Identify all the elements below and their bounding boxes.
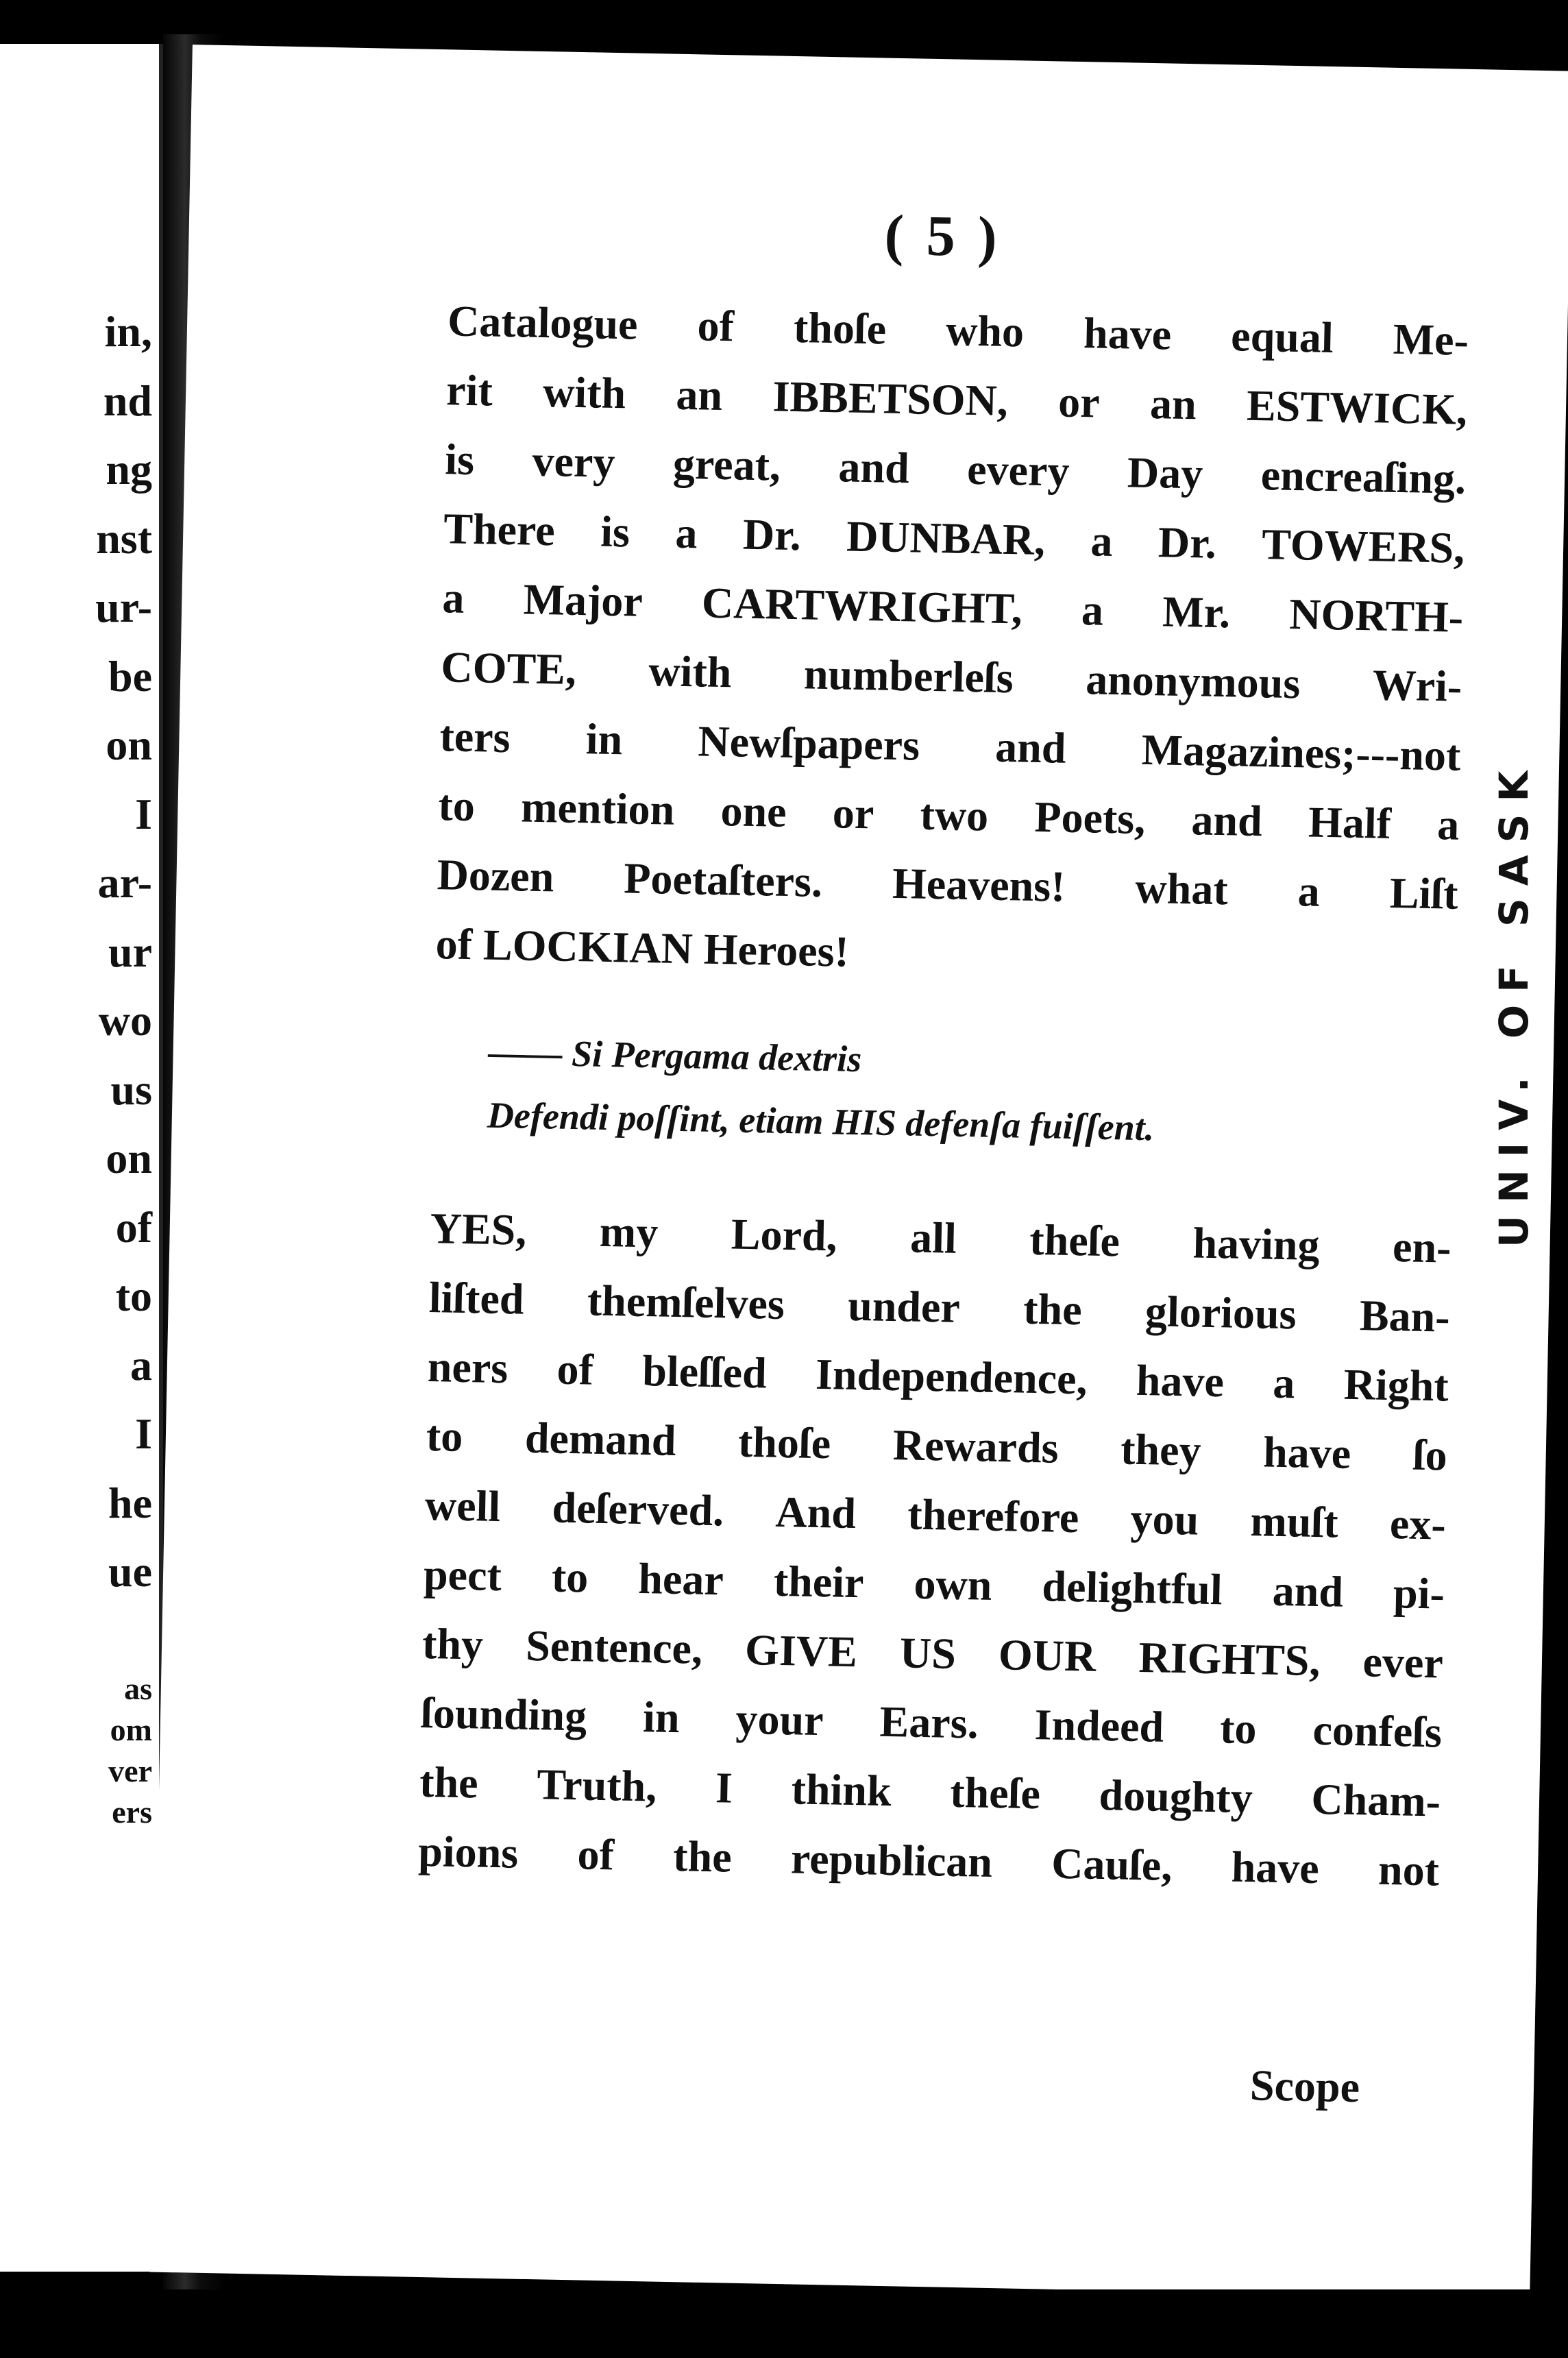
body-text	[417, 286, 1469, 1905]
word: and	[1190, 795, 1263, 846]
word: to	[1219, 1703, 1258, 1753]
word: ters	[439, 712, 511, 762]
word: Me-	[1393, 314, 1469, 365]
left-line-fragment: of	[115, 1202, 152, 1252]
word: a	[1090, 516, 1114, 566]
left-line-fragment: ar-	[97, 858, 152, 907]
left-line-fragment: nst	[96, 513, 152, 563]
word: and	[1272, 1566, 1344, 1616]
left-line-fragment: ue	[108, 1547, 152, 1596]
word: There	[443, 504, 556, 555]
word: en-	[1392, 1222, 1452, 1272]
word: thoſe	[793, 303, 887, 354]
left-page-text-fragments	[95, 297, 152, 1833]
word: Wri-	[1372, 660, 1462, 711]
word: Poetaſters.	[623, 853, 823, 906]
word: and	[837, 442, 910, 493]
word: or	[832, 788, 875, 838]
word: to	[426, 1411, 463, 1461]
word: equal	[1230, 311, 1334, 363]
word: an	[1149, 379, 1197, 429]
word: pect	[423, 1549, 502, 1601]
word: US	[899, 1628, 957, 1678]
word: of	[556, 1344, 594, 1394]
word: every	[966, 444, 1070, 496]
word: encreaſing.	[1260, 450, 1467, 503]
word: republican	[790, 1834, 993, 1886]
word: I	[715, 1763, 733, 1812]
left-line-fragment: I	[135, 789, 152, 838]
word: Newſpapers	[697, 716, 920, 770]
word: the	[1022, 1284, 1083, 1335]
word: ſo	[1412, 1430, 1448, 1480]
word: Ears.	[879, 1697, 979, 1748]
word: their	[773, 1556, 865, 1607]
word: under	[847, 1280, 961, 1332]
word: demand	[524, 1413, 677, 1466]
word: pi-	[1393, 1568, 1445, 1618]
word: or	[1057, 377, 1101, 427]
word: a	[674, 508, 698, 558]
word: DUNBAR,	[846, 511, 1046, 565]
word: anonymous	[1085, 655, 1301, 708]
word: Cauſe,	[1051, 1838, 1173, 1891]
word: ever	[1362, 1637, 1444, 1688]
word: think	[791, 1764, 892, 1816]
word: theſe	[949, 1767, 1041, 1819]
left-line-fragment: wo	[98, 996, 152, 1045]
word: Catalogue	[447, 296, 639, 349]
main-page	[150, 45, 1568, 2298]
word: a	[441, 573, 465, 622]
word: two	[920, 790, 989, 840]
left-line-fragment: as	[124, 1670, 152, 1706]
left-line-fragment: ur-	[95, 583, 152, 631]
quote-line: —— Si Pergama dextris	[488, 1031, 862, 1080]
word: Magazines;---not	[1141, 725, 1461, 780]
word: one	[720, 786, 787, 836]
word: delightful	[1041, 1561, 1223, 1614]
word: Liſt	[1389, 868, 1459, 919]
left-line-fragment: ver	[108, 1753, 152, 1788]
word: ex-	[1389, 1499, 1447, 1549]
left-line-fragment: I	[135, 1409, 152, 1458]
word: doughty	[1099, 1770, 1253, 1823]
word: to	[551, 1552, 589, 1602]
word: Day	[1127, 448, 1203, 498]
word: numberleſs	[803, 649, 1014, 703]
word: very	[531, 436, 616, 487]
left-line-fragment: om	[110, 1712, 152, 1747]
word: Lord,	[731, 1209, 838, 1261]
word: RIGHTS,	[1138, 1633, 1321, 1686]
latin-quotation	[432, 1019, 1455, 1165]
word: an	[675, 369, 723, 420]
word: you	[1130, 1494, 1199, 1544]
word: have	[1083, 308, 1172, 359]
word: confeſs	[1312, 1705, 1443, 1757]
word: Mr.	[1162, 587, 1231, 637]
word: having	[1192, 1218, 1321, 1269]
left-facing-page	[0, 44, 163, 2272]
text-line: of LOCKIAN Heroes!	[435, 919, 850, 976]
word: glorious	[1144, 1287, 1297, 1339]
left-line-fragment: on	[106, 1134, 152, 1182]
word: with	[648, 646, 733, 697]
word: Major	[523, 574, 644, 626]
word: a	[1436, 800, 1460, 849]
word: your	[735, 1694, 824, 1745]
left-line-fragment: a	[130, 1340, 152, 1389]
word: themſelves	[587, 1276, 785, 1329]
word: well	[424, 1481, 501, 1531]
left-line-fragment: in,	[104, 307, 152, 356]
left-line-fragment: ers	[112, 1794, 152, 1830]
word: Heavens!	[892, 858, 1066, 911]
catchword: Scope	[1249, 2061, 1360, 2112]
word: my	[599, 1206, 659, 1257]
word: Indeed	[1034, 1700, 1164, 1751]
word: in	[585, 714, 623, 764]
word: theſe	[1029, 1215, 1120, 1266]
left-line-fragment: nd	[103, 376, 152, 425]
word: ESTWICK,	[1246, 380, 1468, 434]
word: great,	[672, 439, 781, 490]
word: all	[909, 1213, 957, 1263]
word: ners	[427, 1342, 509, 1393]
word: muſt	[1249, 1496, 1339, 1547]
quote-line: Defendi poſſint, etiam HIS defenſa fuiſſent.	[487, 1094, 1155, 1149]
word: who	[945, 306, 1025, 356]
word: ſounding	[420, 1688, 587, 1740]
scan-border	[0, 2289, 1568, 2358]
word: Independence,	[815, 1349, 1088, 1404]
word: Dr.	[742, 509, 802, 560]
word: own	[913, 1559, 993, 1609]
paragraph-2	[417, 1193, 1451, 1905]
word: of	[696, 301, 735, 351]
word: NORTH-	[1288, 589, 1464, 642]
word: Rewards	[892, 1420, 1059, 1472]
left-line-fragment: on	[106, 720, 152, 769]
word: have	[1136, 1355, 1225, 1407]
word: TOWERS,	[1261, 520, 1465, 572]
word: hear	[637, 1554, 724, 1605]
word: And	[774, 1487, 857, 1538]
word: the	[672, 1832, 733, 1882]
word: pions	[417, 1826, 519, 1877]
word: bleſſed	[641, 1346, 768, 1398]
left-line-fragment: to	[115, 1272, 152, 1320]
word: have	[1231, 1842, 1320, 1893]
word: of	[576, 1830, 615, 1880]
word: the	[419, 1757, 479, 1808]
paragraph-1	[437, 286, 1469, 928]
word: therefore	[907, 1490, 1079, 1542]
word: mention	[520, 782, 675, 834]
library-stamp: UNIV. OF SASK	[1491, 758, 1537, 1248]
word: a	[1297, 866, 1321, 916]
word: what	[1134, 863, 1229, 914]
word: CARTWRIGHT,	[701, 578, 1023, 633]
word: a	[1272, 1358, 1296, 1408]
word: thoſe	[737, 1417, 831, 1468]
word: and	[994, 722, 1067, 773]
word: liſted	[428, 1273, 525, 1324]
word: have	[1262, 1427, 1351, 1478]
word: not	[1377, 1845, 1440, 1895]
word: a	[1081, 585, 1104, 635]
word: to	[437, 781, 476, 831]
left-line-fragment: ur	[108, 927, 152, 976]
word: with	[542, 367, 626, 418]
word: Dozen	[437, 850, 555, 901]
page-number: ( 5 )	[883, 203, 1002, 269]
word: deſerved.	[551, 1483, 724, 1535]
word: thy	[421, 1618, 484, 1669]
word: rit	[445, 365, 493, 415]
word: Cham-	[1310, 1774, 1441, 1826]
word: in	[642, 1692, 681, 1742]
word: COTE,	[440, 642, 577, 694]
word: IBBETSON,	[772, 372, 1009, 426]
word: Sentence,	[525, 1620, 703, 1673]
word: Ban-	[1359, 1291, 1451, 1341]
word: they	[1120, 1424, 1202, 1475]
word: YES,	[430, 1204, 527, 1254]
left-line-fragment: us	[110, 1065, 152, 1114]
left-line-fragment: be	[108, 651, 152, 701]
word: Dr.	[1157, 518, 1217, 568]
word: OUR	[998, 1630, 1097, 1681]
word: Half	[1308, 797, 1392, 848]
left-line-fragment: ng	[106, 445, 152, 494]
left-line-fragment: he	[108, 1478, 152, 1527]
word: is	[600, 507, 630, 557]
word: GIVE	[744, 1625, 858, 1677]
word: is	[444, 435, 475, 485]
word: Right	[1343, 1359, 1449, 1411]
word: Poets,	[1033, 792, 1146, 843]
word: Truth,	[536, 1760, 657, 1811]
